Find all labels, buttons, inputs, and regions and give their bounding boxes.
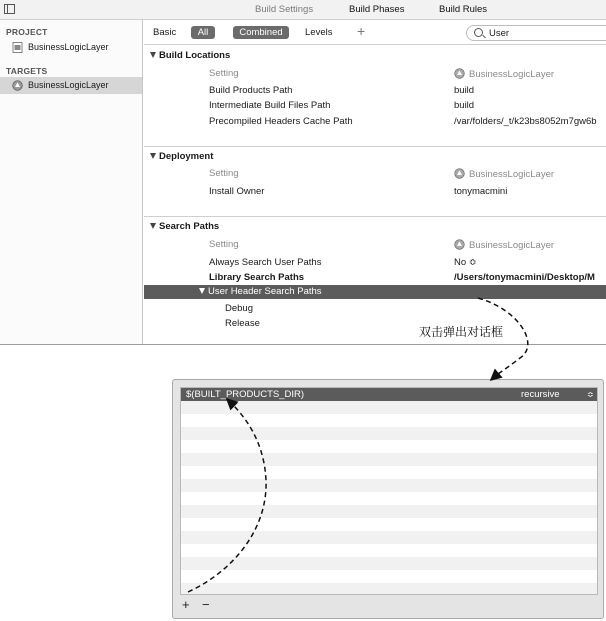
setting-install-owner[interactable]: Install Owner xyxy=(209,186,265,197)
tab-build-rules[interactable]: Build Rules xyxy=(439,4,488,15)
levels-view-button[interactable]: Levels xyxy=(305,27,333,38)
user-header-search-paths-label: User Header Search Paths xyxy=(199,286,322,297)
project-header: PROJECT xyxy=(6,27,48,37)
target-item-label: BusinessLogicLayer xyxy=(28,80,109,90)
setting-intermediate-build-files-path[interactable]: Intermediate Build Files Path xyxy=(209,100,331,111)
value-precompiled-headers-cache-path[interactable]: /var/folders/_t/k23bs8052m7gw6b xyxy=(454,116,597,127)
search-input[interactable]: User xyxy=(489,28,510,39)
value-intermediate-build-files-path[interactable]: build xyxy=(454,100,475,111)
all-filter-button[interactable]: All xyxy=(191,26,215,39)
add-setting-button[interactable]: + xyxy=(357,23,366,39)
remove-path-button[interactable]: − xyxy=(202,597,210,612)
basic-filter-button[interactable]: Basic xyxy=(153,27,177,38)
popup-stepper-icon[interactable]: ≎ xyxy=(587,390,594,399)
setting-column-header: Setting xyxy=(209,68,239,79)
add-path-button[interactable]: + xyxy=(182,597,190,612)
setting-always-search-user-paths[interactable]: Always Search User Paths xyxy=(209,257,322,268)
setting-build-products-path[interactable]: Build Products Path xyxy=(209,85,293,96)
setting-precompiled-headers-cache-path[interactable]: Precompiled Headers Cache Path xyxy=(209,116,353,127)
value-always-search-user-paths[interactable]: No ≎ xyxy=(454,257,477,268)
search-path-value[interactable]: $(BUILT_PRODUCTS_DIR) xyxy=(186,389,305,400)
section-search-paths[interactable]: Search Paths xyxy=(150,221,219,232)
section-deployment[interactable]: Deployment xyxy=(150,151,213,162)
value-install-owner[interactable]: tonymacmini xyxy=(454,186,508,197)
value-build-products-path[interactable]: build xyxy=(454,85,475,96)
recursive-popup[interactable]: recursive xyxy=(521,389,560,400)
target-column-header: BusinessLogicLayer xyxy=(454,68,554,80)
combined-view-button[interactable]: Combined xyxy=(233,26,289,39)
annotation-double-click: 双击弹出对话框 xyxy=(419,325,504,339)
setting-debug[interactable]: Debug xyxy=(225,303,253,314)
targets-header: TARGETS xyxy=(6,66,48,76)
setting-library-search-paths[interactable]: Library Search Paths xyxy=(209,272,305,283)
target-column-header: BusinessLogicLayer xyxy=(454,168,554,180)
tab-build-phases[interactable]: Build Phases xyxy=(349,4,405,15)
double-click-arrow xyxy=(478,298,528,379)
setting-column-header: Setting xyxy=(209,168,239,179)
target-column-header: BusinessLogicLayer xyxy=(454,239,554,251)
value-library-search-paths[interactable]: /Users/tonymacmini/Desktop/M xyxy=(454,272,595,283)
setting-column-header: Setting xyxy=(209,239,239,250)
setting-release[interactable]: Release xyxy=(225,318,260,329)
tab-build-settings[interactable]: Build Settings xyxy=(255,4,314,15)
click-plus-arrow xyxy=(188,400,266,592)
section-build-locations[interactable]: Build Locations xyxy=(150,50,230,61)
project-item-label: BusinessLogicLayer xyxy=(28,42,109,52)
